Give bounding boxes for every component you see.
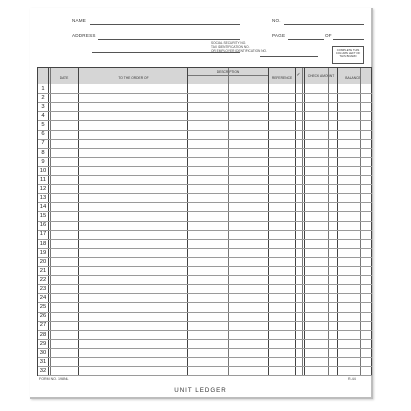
row-number: 27 bbox=[39, 322, 47, 329]
order-column-header: TO THE ORDER OF bbox=[118, 76, 149, 80]
table-row[interactable] bbox=[38, 130, 372, 131]
of-field[interactable] bbox=[333, 39, 364, 40]
row-number: 31 bbox=[39, 358, 47, 365]
employer-id-label: OR EMPLOYER IDENTIFICATION NO. bbox=[211, 49, 267, 53]
no-label: NO. bbox=[272, 18, 281, 23]
table-row[interactable] bbox=[38, 339, 372, 340]
table-row[interactable] bbox=[38, 348, 372, 349]
table-row[interactable] bbox=[38, 211, 372, 212]
table-row[interactable] bbox=[38, 102, 372, 103]
table-row[interactable] bbox=[38, 248, 372, 249]
table-row[interactable] bbox=[38, 357, 372, 358]
row-number: 16 bbox=[39, 222, 47, 229]
balance-column-header: BALANCE bbox=[345, 76, 361, 80]
table-row[interactable] bbox=[38, 193, 372, 194]
ledger-grid bbox=[37, 67, 372, 376]
checkmark-icon: ✓ bbox=[296, 72, 301, 78]
row-number: 32 bbox=[39, 367, 47, 374]
row-number: 20 bbox=[39, 258, 47, 265]
table-row[interactable] bbox=[38, 330, 372, 331]
check-amount-column-header: CHECK AMOUNT bbox=[307, 74, 335, 78]
address-label: ADDRESS bbox=[72, 33, 96, 38]
table-row[interactable] bbox=[38, 157, 372, 158]
table-row[interactable] bbox=[38, 239, 372, 240]
page-field[interactable] bbox=[288, 39, 324, 40]
row-number: 26 bbox=[39, 313, 47, 320]
ledger-sheet bbox=[30, 8, 373, 399]
row-number: 4 bbox=[41, 113, 45, 120]
name-field[interactable] bbox=[90, 24, 240, 25]
table-row[interactable] bbox=[38, 275, 372, 276]
table-row[interactable] bbox=[38, 366, 372, 367]
table-row[interactable] bbox=[38, 111, 372, 112]
date-column-header: DATE bbox=[59, 76, 69, 80]
table-row[interactable] bbox=[38, 257, 372, 258]
table-row[interactable] bbox=[38, 139, 372, 140]
row-number: 7 bbox=[41, 140, 45, 147]
row-number: 13 bbox=[39, 195, 47, 201]
row-number: 28 bbox=[39, 331, 47, 338]
table-row[interactable] bbox=[38, 375, 372, 376]
row-number: 22 bbox=[39, 276, 47, 283]
row-number: 30 bbox=[39, 349, 47, 356]
row-number: 6 bbox=[41, 131, 45, 138]
id-labels bbox=[211, 41, 267, 53]
table-row[interactable] bbox=[38, 302, 372, 303]
row-number: 1 bbox=[41, 85, 45, 92]
table-row[interactable] bbox=[38, 230, 372, 231]
description-column-header: DESCRIPTION bbox=[216, 70, 240, 74]
reference-column-header: REFERENCE bbox=[271, 76, 293, 80]
row-number: 23 bbox=[39, 286, 47, 292]
row-number: 9 bbox=[41, 158, 45, 165]
table-row[interactable] bbox=[38, 175, 372, 176]
of-label: OF bbox=[325, 33, 332, 38]
row-number: 18 bbox=[39, 240, 47, 247]
row-number: 21 bbox=[39, 267, 47, 274]
row-number: 29 bbox=[39, 340, 47, 347]
table-row[interactable] bbox=[38, 312, 372, 313]
table-row[interactable] bbox=[38, 184, 372, 185]
row-number: 17 bbox=[39, 231, 47, 238]
form-number: FORM NO. 198NL bbox=[39, 377, 69, 381]
table-row[interactable] bbox=[38, 166, 372, 167]
table-row[interactable] bbox=[38, 321, 372, 322]
row-number: 11 bbox=[39, 176, 47, 183]
row-number: 14 bbox=[39, 204, 47, 211]
table-row[interactable] bbox=[38, 221, 372, 222]
id-number-field[interactable] bbox=[260, 56, 318, 57]
row-number: 25 bbox=[39, 304, 47, 311]
ssn-label: SOCIAL SECURITY NO. bbox=[211, 41, 247, 45]
tax-id-label: TAX IDENTIFICATION NO. bbox=[211, 45, 250, 49]
row-number: 2 bbox=[41, 94, 45, 101]
row-number: 15 bbox=[39, 213, 47, 220]
table-row[interactable] bbox=[38, 202, 372, 203]
row-number: 24 bbox=[39, 295, 47, 302]
table-row[interactable] bbox=[38, 293, 372, 294]
row-number: 5 bbox=[41, 122, 45, 129]
row-number: 3 bbox=[41, 104, 45, 110]
name-label: NAME bbox=[72, 18, 87, 23]
form-code: R-44 bbox=[348, 377, 356, 381]
no-field[interactable] bbox=[284, 24, 364, 25]
ledger-title: UNIT LEDGER bbox=[174, 387, 227, 394]
row-number: 8 bbox=[41, 149, 45, 156]
page-label: PAGE bbox=[272, 33, 286, 38]
table-row[interactable] bbox=[38, 266, 372, 267]
table-row[interactable] bbox=[38, 120, 372, 121]
row-number: 12 bbox=[39, 185, 47, 192]
row-number: 10 bbox=[39, 167, 47, 174]
complete-column-note: COMPLETE THIS COLUMN LEFT OF THIS BOARD bbox=[332, 46, 364, 64]
row-number: 19 bbox=[39, 249, 47, 256]
table-row[interactable] bbox=[38, 148, 372, 149]
address-field-line-1[interactable] bbox=[98, 39, 240, 40]
table-row[interactable] bbox=[38, 93, 372, 94]
table-row[interactable] bbox=[38, 284, 372, 285]
